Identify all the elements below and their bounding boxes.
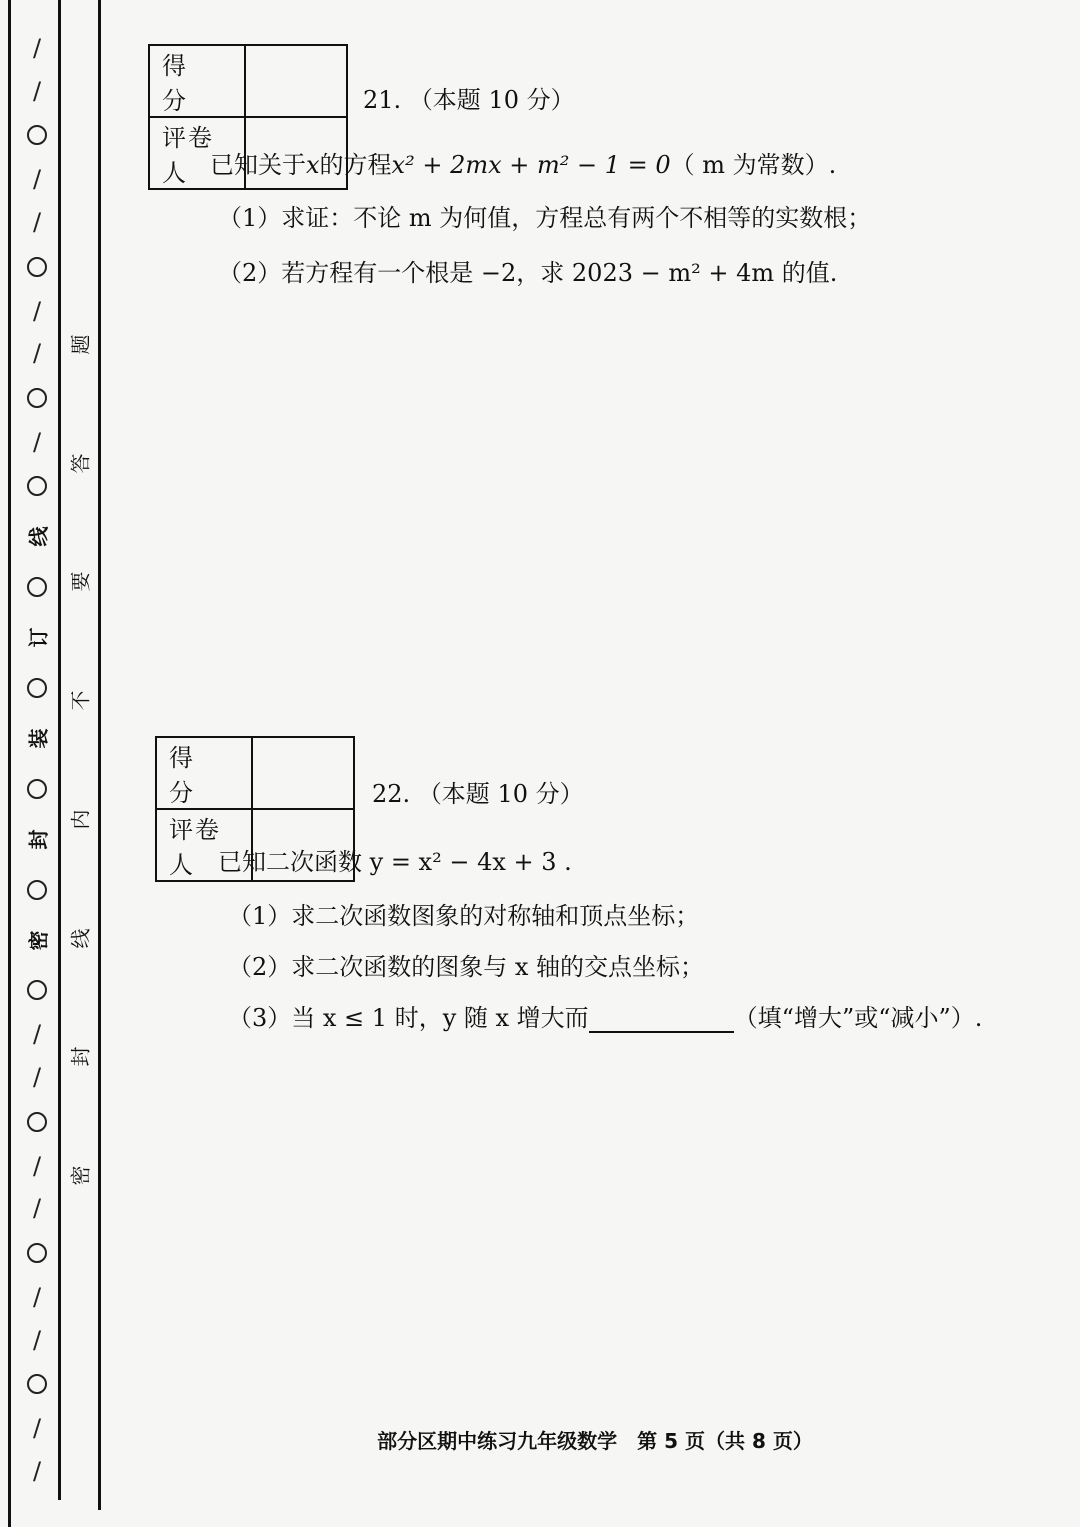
slash-mark: /: [32, 1194, 42, 1223]
binding-margin: [0, 0, 110, 1527]
q21-equation: x² + 2mx + m² − 1 = 0: [391, 151, 671, 179]
circle-mark: [27, 1374, 47, 1394]
circle-mark: [27, 125, 47, 145]
q21-points: （本题 10 分）: [408, 86, 575, 114]
slash-mark: /: [32, 1062, 42, 1091]
slash-mark: /: [32, 165, 42, 194]
seal-line-column: [22, 34, 52, 1485]
q21-stem-var: x: [306, 151, 320, 179]
slash-mark: /: [32, 1414, 42, 1443]
q22-stem: 已知二次函数 y = x² − 4x + 3 .: [218, 848, 572, 876]
seal-word: 装: [26, 728, 51, 749]
q21-part1: （1）求证：不论 m 为何值，方程总有两个不相等的实数根；: [218, 204, 872, 232]
slash-mark: /: [32, 339, 42, 368]
margin-border-line: [8, 0, 11, 1527]
q21-part2: （2）若方程有一个根是 −2，求 2023 − m² + 4m 的值.: [218, 259, 838, 287]
circle-mark: [27, 577, 47, 597]
grader-label: 评卷人: [156, 809, 252, 881]
circle-mark: [27, 1243, 47, 1263]
slash-mark: /: [32, 34, 42, 62]
inner-notice-column: [66, 330, 92, 1190]
q22-heading: [372, 774, 584, 809]
seal-word: 密: [26, 930, 51, 950]
grader-label: 评卷人: [149, 117, 245, 189]
slash-mark: /: [32, 427, 42, 456]
q22-part1: （1）求二次函数图象的对称轴和顶点坐标；: [228, 902, 700, 930]
circle-mark: [27, 1112, 47, 1132]
inner-word: 要: [68, 571, 93, 592]
score-field[interactable]: [245, 45, 347, 117]
q22-part3: [228, 998, 982, 1033]
circle-mark: [27, 779, 47, 799]
circle-mark: [27, 678, 47, 698]
q21-stem-mid: 的方程: [319, 151, 392, 179]
page-footer: 部分区期中练习九年级数学 第 5 页（共 8 页）: [377, 1429, 813, 1453]
circle-mark: [27, 388, 47, 408]
slash-mark: /: [32, 296, 42, 325]
seal-word: 线: [26, 526, 51, 547]
q21-stem-prefix: 已知关于: [210, 151, 306, 179]
slash-mark: /: [32, 1325, 42, 1354]
q22-fill-blank[interactable]: [589, 1009, 734, 1033]
inner-word: 封: [68, 1046, 93, 1067]
q21-stem-suffix: （ m 为常数）.: [670, 151, 837, 179]
q21-heading: [363, 80, 575, 115]
slash-mark: /: [32, 1151, 42, 1180]
q21-stem: [210, 145, 836, 180]
inner-word: 密: [68, 1165, 93, 1186]
q22-part2: （2）求二次函数的图象与 x 轴的交点坐标；: [228, 953, 705, 981]
circle-mark: [27, 980, 47, 1000]
margin-divider-line: [58, 0, 61, 1500]
q22-number: 22.: [372, 780, 411, 808]
q22-answer-area[interactable]: [218, 1040, 1018, 1400]
score-field[interactable]: [252, 737, 354, 809]
inner-word: 答: [68, 453, 93, 474]
circle-mark: [27, 880, 47, 900]
slash-mark: /: [32, 76, 42, 105]
score-label: 得 分: [149, 45, 245, 117]
slash-mark: /: [32, 1020, 42, 1049]
q21-number: 21.: [363, 86, 402, 114]
q22-part3-suffix: （填“增大”或“减小”）.: [733, 1004, 983, 1032]
slash-mark: /: [32, 1282, 42, 1311]
margin-inner-line: [98, 0, 101, 1510]
seal-word: 封: [26, 829, 51, 850]
slash-mark: /: [32, 1456, 42, 1485]
score-label: 得 分: [156, 737, 252, 809]
inner-word: 题: [68, 334, 93, 355]
inner-word: 内: [68, 809, 93, 830]
q22-part3-prefix: （3）当 x ≤ 1 时，y 随 x 增大而: [228, 1004, 589, 1032]
inner-word: 不: [68, 690, 93, 711]
q21-answer-area[interactable]: [210, 300, 1010, 720]
q22-points: （本题 10 分）: [417, 780, 584, 808]
slash-mark: /: [32, 207, 42, 236]
circle-mark: [27, 476, 47, 496]
seal-word: 订: [26, 627, 51, 648]
circle-mark: [27, 257, 47, 277]
inner-word: 线: [68, 928, 93, 949]
